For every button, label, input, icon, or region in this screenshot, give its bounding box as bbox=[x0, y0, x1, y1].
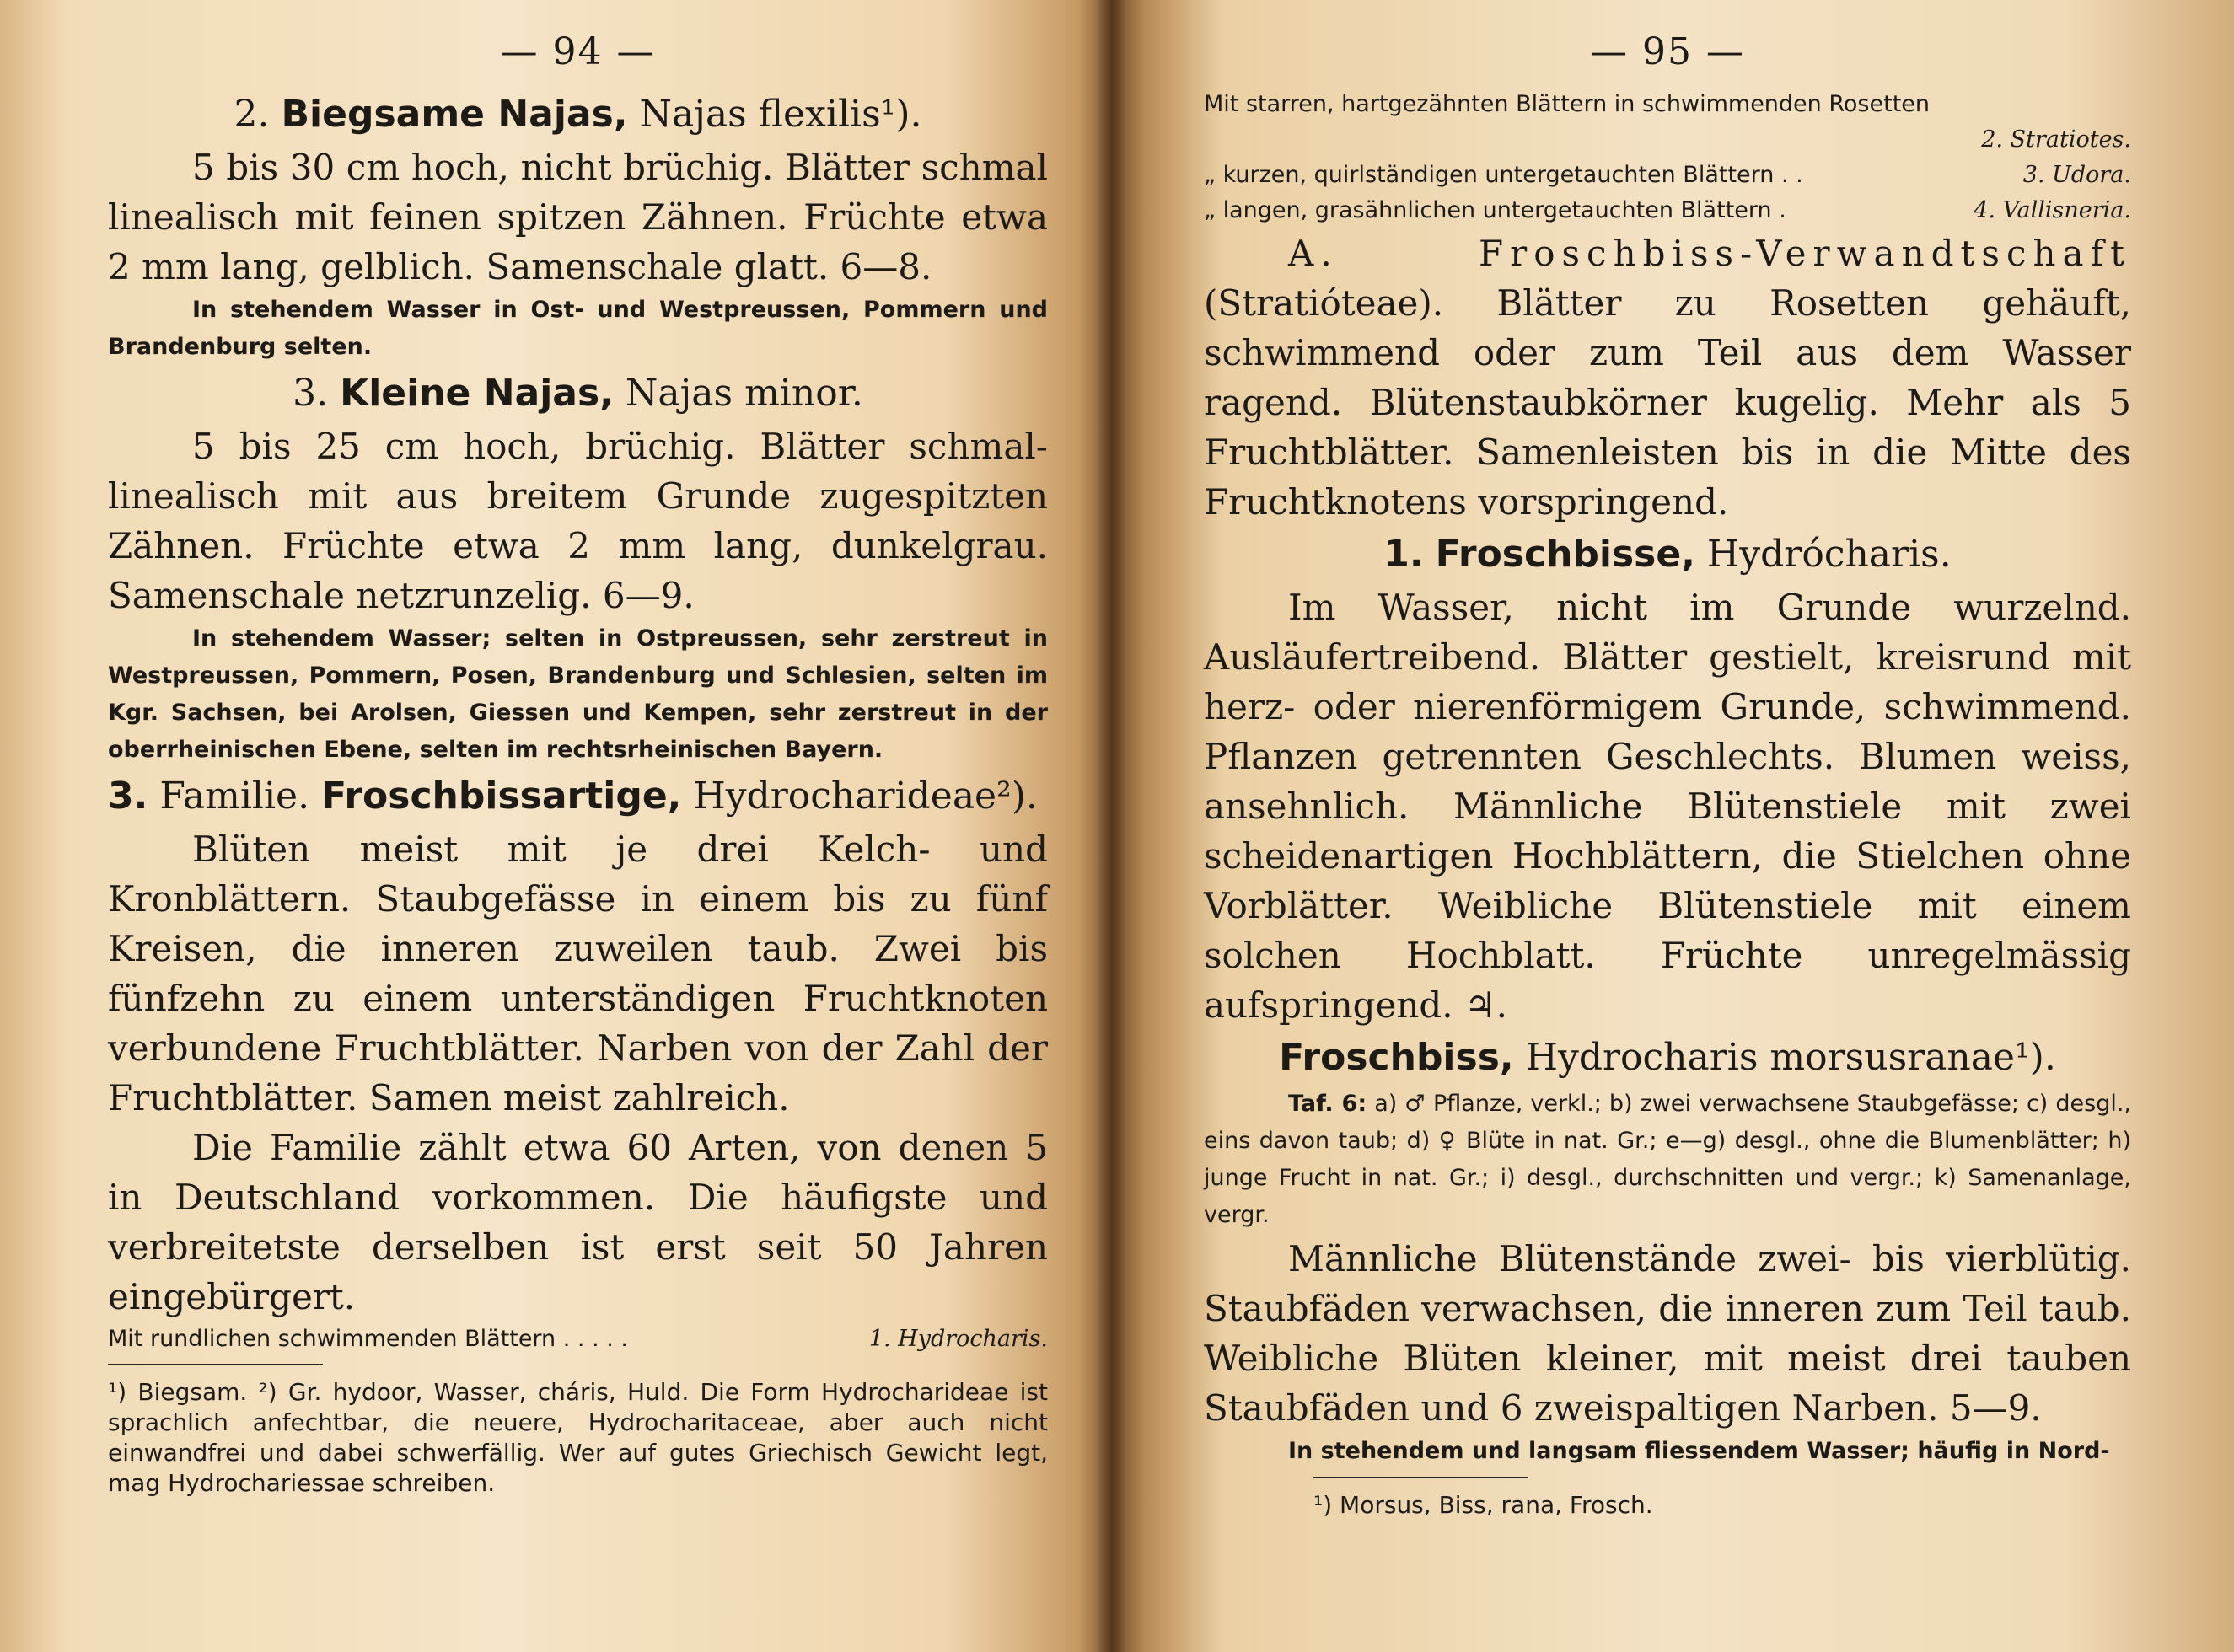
key-text: Mit rundlichen schwimmenden Blättern . . . . . bbox=[108, 1326, 628, 1352]
footnote-rule bbox=[108, 1364, 323, 1365]
genus-heading bbox=[1204, 527, 2131, 582]
species-name: Biegsame Najas, bbox=[281, 93, 628, 136]
plate-label: Taf. 6: bbox=[1288, 1091, 1367, 1117]
tribe-label: A. Froschbiss-Verwandtschaft bbox=[1288, 233, 2131, 274]
family-count-text: Die Familie zählt etwa 60 Arten, von denen 5 in Deutschland vorkommen. Die häufigste und verbreitetste derselben ist erst seit 50 Jahren eingebürgert. bbox=[108, 1127, 1048, 1317]
species-range: In stehendem Wasser in Ost- und Westpreussen, Pommern und Brandenburg selten. bbox=[108, 297, 1048, 360]
genus-name: Froschbisse, bbox=[1435, 533, 1695, 576]
footnote: ¹) Morsus, Biss, rana, Frosch. bbox=[1313, 1491, 1653, 1519]
species-range: In stehendem Wasser; selten in Ostpreussen, sehr zerstreut in Westpreussen, Pommern, Posen, Brandenburg und Schlesien, selten im Kgr. Sachsen, bei Arolsen, Giessen und Kempen, sehr zerstreut in der oberrheinischen Ebene, selten im rechtsrheinischen Bayern. bbox=[108, 625, 1048, 763]
key-row bbox=[1204, 193, 2131, 228]
family-description: Blüten meist mit je drei Kelch- und Kronblättern. Staubgefässe in einem bis zu fünf Kreisen, die inneren zuweilen taub. Zwei bis fünfzehn zu einem unterständigen Fruchtknoten verbundene Fruchtblätter. Narben von der Zahl der Fruchtblätter. Samen meist zahlreich. bbox=[108, 829, 1048, 1118]
genus-latin: Hydrócharis. bbox=[1706, 533, 1952, 576]
page-right bbox=[1111, 0, 2234, 1652]
page-left bbox=[0, 0, 1111, 1652]
species-number: 2. bbox=[234, 93, 270, 136]
page-right-content bbox=[1204, 30, 2131, 1521]
page-number: — 95 — bbox=[1590, 30, 1745, 73]
family-heading bbox=[108, 769, 1048, 824]
key-result: 3. Udora. bbox=[2022, 162, 2131, 188]
plate-text: a) ♂ Pflanze, verkl.; b) zwei verwachsene Staubgefässe; c) desgl., eins davon taub; d) ♀ Blüte in nat. Gr.; e—g) desgl., ohne die Blumenblätter; h) junge Frucht in nat. Gr.; i) desgl., durchschnitten und vergr.; k) Samenanlage, vergr. bbox=[1204, 1091, 2131, 1228]
species-description: 5 bis 30 cm hoch, nicht brüchig. Blätter schmal linealisch mit feinen spitzen Zähnen. Früchte etwa 2 mm lang, gelblich. Samenschale glatt. 6—8. bbox=[108, 147, 1048, 287]
plate-caption bbox=[1204, 1086, 2131, 1234]
key-row bbox=[1204, 87, 2131, 122]
species-latin: Hydrocharis morsusranae¹). bbox=[1525, 1036, 2056, 1079]
species-description: 5 bis 25 cm hoch, brüchig. Blätter schmal-linealisch mit aus breitem Grunde zugespitzten Zähnen. Früchte etwa 2 mm lang, dunkelgrau. Samenschale netzrunzelig. 6—9. bbox=[108, 426, 1048, 616]
tribe-paragraph bbox=[1204, 228, 2131, 527]
species-name: Kleine Najas, bbox=[340, 372, 614, 415]
species-latin: Najas minor. bbox=[625, 372, 863, 415]
page-number: — 94 — bbox=[500, 30, 656, 73]
key-row bbox=[1204, 122, 2131, 158]
tribe-description: Blätter zu Rosetten gehäuft, schwimmend oder zum Teil aus dem Wasser ragend. Blütenstaubkörner kugelig. Mehr als 5 Fruchtblätter. Samenleisten bis in die Mitte des Fruchtknotens vorspringend. bbox=[1204, 282, 2131, 523]
book-gutter bbox=[1096, 0, 1126, 1652]
genus-description: Im Wasser, nicht im Grunde wurzelnd. Ausläufertreibend. Blätter gestielt, kreisrund mit herz- oder nierenförmigem Grunde, schwimmend. Pflanzen getrennten Geschlechts. Blumen weiss, ansehnlich. Männliche Blütenstiele mit zwei scheidenartigen Hochblättern, die Stielchen ohne Vorblätter. Weibliche Blütenstiele mit einem solchen Hochblatt. Früchte unregelmässig aufspringend. ♃. bbox=[1204, 587, 2131, 1026]
species-heading bbox=[108, 87, 1048, 142]
key-text: „ kurzen, quirlständigen untergetauchten Blättern . . bbox=[1204, 162, 1803, 188]
key-text: Mit starren, hartgezähnten Blättern in schwimmenden Rosetten bbox=[1204, 91, 1931, 117]
genus-number: 1. bbox=[1383, 533, 1424, 576]
key-result: 2. Stratiotes. bbox=[1981, 126, 2131, 153]
species-number: 3. bbox=[293, 372, 329, 415]
tribe-latin: (Stratióteae). bbox=[1204, 282, 1444, 324]
species-heading bbox=[108, 366, 1048, 421]
page-left-content bbox=[108, 30, 1048, 1499]
key-result: 4. Vallisneria. bbox=[1974, 197, 2131, 223]
species-name: Froschbiss, bbox=[1279, 1036, 1514, 1079]
family-latin: Hydrocharideae²). bbox=[693, 775, 1038, 818]
family-name: Froschbissartige, bbox=[321, 775, 682, 818]
genus-key bbox=[1204, 87, 2131, 228]
key-text: „ langen, grasähnlichen untergetauchten Blättern . bbox=[1204, 197, 1786, 223]
species-heading bbox=[1204, 1030, 2131, 1086]
species-latin: Najas flexilis¹). bbox=[639, 93, 922, 136]
footnote: ¹) Biegsam. ²) Gr. hydoor, Wasser, cháris, Huld. Die Form Hydrocharideae ist sprachlich anfechtbar, die neuere, Hydrocharitaceae, aber auch nicht einwandfrei und dabei schwerfällig. Wer auf gutes Griechisch Gewicht legt, mag Hydrochariessae schreiben. bbox=[108, 1378, 1048, 1497]
footnote-rule bbox=[1313, 1477, 1528, 1478]
key-result: 1. Hydrocharis. bbox=[868, 1326, 1048, 1352]
family-number: 3. bbox=[108, 775, 148, 818]
key-row bbox=[1204, 158, 2131, 193]
key-row bbox=[108, 1322, 1048, 1357]
family-label: Familie. bbox=[159, 775, 310, 818]
species-description: Männliche Blütenstände zwei- bis vierblütig. Staubfäden verwachsen, die inneren zum Teil taub. Weibliche Blüten kleiner, mit meist drei tauben Staubfäden und 6 zweispaltigen Narben. 5—9. bbox=[1204, 1238, 2131, 1429]
species-range: In stehendem und langsam fliessendem Wasser; häufig in Nord- bbox=[1288, 1438, 2110, 1464]
